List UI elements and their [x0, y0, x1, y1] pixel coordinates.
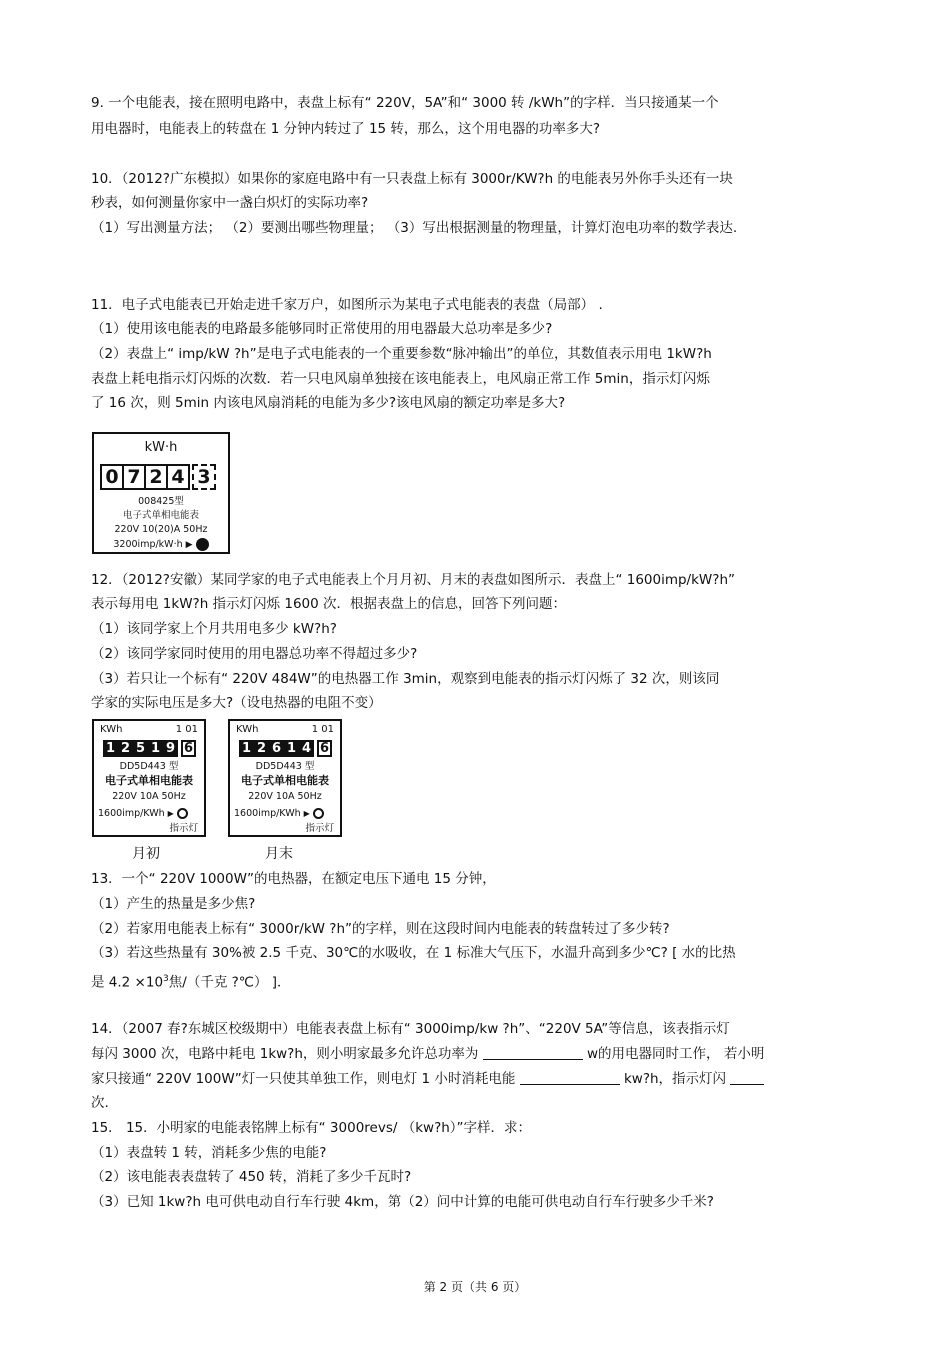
meter-digits — [103, 740, 196, 757]
problem-13-line-5-end: 焦/（千克 ?℃） ]． — [168, 974, 291, 991]
meter-imp-label: 1600imp/KWh — [98, 808, 165, 819]
meter-digit: 1 — [239, 740, 254, 757]
meter-digit: 4 — [299, 740, 314, 757]
meter-digit: 5 — [133, 740, 148, 757]
meter-rating: 220V 10A 50Hz — [248, 791, 322, 802]
indicator-light-icon — [313, 808, 324, 819]
meter-digit: 6 — [269, 740, 284, 757]
meter-name: 电子式单相电能表 — [122, 510, 199, 521]
problem-11-line-2: （1）使用该电能表的电路最多能够同时正常使用的用电器最大总功率是多少? — [91, 321, 553, 337]
meter-decimal-digit: 3 — [192, 464, 216, 490]
meter-digit: 4 — [166, 464, 190, 490]
meter-digit: 7 — [122, 464, 146, 490]
meter-start-caption: 月初 — [132, 846, 160, 862]
meter-indicator-label: 指示灯 — [169, 823, 198, 834]
meter-digit: 9 — [163, 740, 178, 757]
problem-14-line-4: 次. — [91, 1095, 109, 1111]
page-footer: 第 2 页（共 6 页） — [423, 1280, 527, 1294]
meter-digit: 1 — [148, 740, 163, 757]
arrow-icon: ▶ — [303, 809, 310, 818]
meter-imp-label: 3200imp/kW·h — [113, 539, 183, 550]
arrow-icon: ▶ — [185, 540, 193, 550]
meter-imp-row — [94, 808, 204, 820]
meter-decimal-digit: 6 — [181, 740, 196, 757]
meter-digits — [100, 464, 216, 490]
problem-13-line-2: （1）产生的热量是多少焦? — [91, 896, 256, 912]
meter-model: DD5D443 型 — [119, 761, 179, 772]
answer-blank-energy[interactable] — [520, 1070, 620, 1085]
problem-15-line-3: （2）该电能表表盘转了 450 转，消耗了多少千瓦时? — [91, 1169, 412, 1185]
problem-15-line-4: （3）已知 1kw?h 电可供电动自行车行驶 4km，第（2）问中计算的电能可供电动自行车行驶多少千米? — [91, 1194, 714, 1210]
meter-name: 电子式单相电能表 — [241, 774, 329, 787]
problem-10-line-3: （1）写出测量方法； （2）要测出哪些物理量； （3）写出根据测量的物理量，计算灯泡电功率的数学表达. — [91, 220, 738, 236]
meter-unit-label: KWh — [100, 724, 123, 735]
meter-rating: 220V 10A 50Hz — [112, 791, 186, 802]
meter-indicator-label: 指示灯 — [305, 823, 334, 834]
meter-end-caption: 月末 — [265, 846, 293, 862]
meter-figure-1 — [92, 432, 230, 554]
problem-11-line-1: 11．电子式电能表已开始走进千家万户，如图所示为某电子式电能表的表盘（局部） . — [91, 297, 603, 313]
problem-12-line-3: （1）该同学家上个月共用电多少 kW?h? — [91, 621, 337, 637]
problem-11-line-5: 了 16 次，则 5min 内该电风扇消耗的电能为多少?该电风扇的额定功率是多大? — [91, 395, 566, 411]
problem-9-line-2: 用电器时，电能表上的转盘在 1 分钟内转过了 15 转，那么，这个用电器的功率多大? — [91, 121, 601, 137]
problem-14-line-2-end: w的用电器同时工作， 若小明 — [587, 1046, 765, 1062]
meter-name: 电子式单相电能表 — [105, 774, 193, 787]
meter-start-figure — [92, 719, 206, 837]
problem-13-line-5-start: 是 4.2 ×10 — [91, 974, 164, 991]
meter-decimal-digit: 6 — [317, 740, 332, 757]
problem-14-line-3-mid: kw?h，指示灯闪 — [623, 1071, 727, 1087]
problem-11-line-4: 表盘上耗电指示灯闪烁的次数．若一只电风扇单独接在该电能表上，电风扇正常工作 5min，指示灯闪烁 — [91, 371, 710, 387]
meter-rating: 220V 10(20)A 50Hz — [114, 524, 208, 535]
problem-14-line-3 — [91, 1070, 764, 1088]
meter-end-figure — [228, 719, 342, 837]
problem-12-line-6: 学家的实际电压是多大?（设电热器的电阻不变） — [91, 695, 382, 711]
answer-blank-flashes[interactable] — [730, 1070, 764, 1085]
problem-10-line-1: 10．（2012?广东模拟）如果你的家庭电路中有一只表盘上标有 3000r/KW?h 的电能表另外你手头还有一块 — [91, 171, 733, 187]
meter-digit: 0 — [100, 464, 124, 490]
meter-digit: 2 — [144, 464, 168, 490]
problem-14-line-2-start: 每闪 3000 次，电路中耗电 1kw?h，则小明家最多允许总功率为 — [91, 1046, 479, 1062]
problem-13-line-1: 13．一个“ 220V 1000W”的电热器，在额定电压下通电 15 分钟， — [91, 871, 496, 887]
exponent: 3 — [163, 974, 169, 984]
problem-10-line-2: 秒表，如何测量你家中一盏白炽灯的实际功率? — [91, 195, 369, 211]
meter-model: 008425型 — [138, 496, 184, 507]
meter-unit-label: kW·h — [144, 440, 178, 455]
problem-14-line-2 — [91, 1045, 764, 1063]
meter-imp-row — [230, 808, 340, 820]
problem-11-line-3: （2）表盘上“ imp/kW ?h”是电子式电能表的一个重要参数“脉冲输出”的单位，其数值表示用电 1kW?h — [91, 346, 712, 362]
problem-13-line-3: （2）若家用电能表上标有“ 3000r/kW ?h”的字样，则在这段时间内电能表的转盘转过了多少转? — [91, 921, 670, 937]
meter-unit-label: KWh — [236, 724, 259, 735]
meter-digit: 2 — [118, 740, 133, 757]
indicator-light-icon — [177, 808, 188, 819]
meter-digit: 1 — [284, 740, 299, 757]
problem-12-line-1: 12．（2012?安徽）某同学家的电子式电能表上个月月初、月末的表盘如图所示．表盘上“ 1600imp/kW?h” — [91, 572, 735, 588]
problem-9-line-1: 9. 一个电能表，接在照明电路中，表盘上标有“ 220V，5A”和“ 3000 转 /kWh”的字样．当只接通某一个 — [91, 95, 719, 111]
problem-15-line-1: 15． 15．小明家的电能表铭牌上标有“ 3000revs/ （kw?h）”字样．求： — [91, 1120, 532, 1136]
problem-12-line-4: （2）该同学家同时使用的用电器总功率不得超过多少? — [91, 646, 418, 662]
problem-12-line-5: （3）若只让一个标有“ 220V 484W”的电热器工作 3min，观察到电能表的指示灯闪烁了 32 次，则该同 — [91, 671, 720, 687]
problem-14-line-3-start: 家只接通“ 220V 100W”灯一只使其单独工作，则电灯 1 小时消耗电能 — [91, 1071, 516, 1087]
problem-13-line-5 — [91, 970, 291, 992]
meter-model: DD5D443 型 — [255, 761, 315, 772]
problem-15-line-2: （1）表盘转 1 转，消耗多少焦的电能? — [91, 1145, 327, 1161]
problem-12-line-2: 表示每用电 1kW?h 指示灯闪烁 1600 次．根据表盘上的信息，回答下列问题： — [91, 596, 566, 612]
answer-blank-power[interactable] — [483, 1045, 583, 1060]
meter-digit: 2 — [254, 740, 269, 757]
meter-phase-label: 1 01 — [175, 724, 198, 735]
meter-phase-label: 1 01 — [311, 724, 334, 735]
meter-imp-row — [94, 538, 228, 551]
meter-digits — [239, 740, 332, 757]
problem-13-line-4: （3）若这些热量有 30%被 2.5 千克、30℃的水吸收，在 1 标准大气压下，水温升高到多少℃? [ 水的比热 — [91, 945, 736, 961]
indicator-light-icon — [196, 538, 209, 551]
meter-imp-label: 1600imp/KWh — [234, 808, 301, 819]
arrow-icon: ▶ — [167, 809, 174, 818]
problem-14-line-1: 14．（2007 春?东城区校级期中）电能表表盘上标有“ 3000imp/kw ?h”、“220V 5A”等信息，该表指示灯 — [91, 1021, 730, 1037]
meter-digit: 1 — [103, 740, 118, 757]
